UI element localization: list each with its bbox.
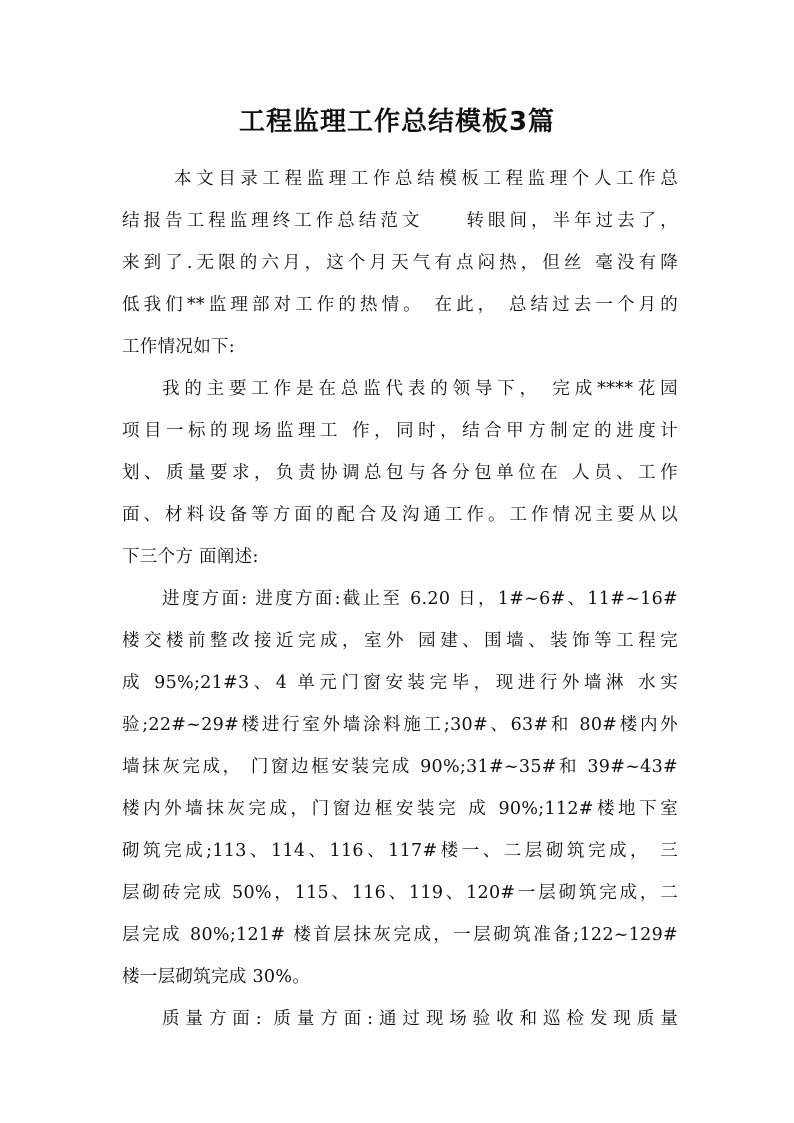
document-body [122, 158, 678, 1040]
text-line: 楼交楼前整改接近完成，室外 园建、围墙、装饰等工程完 [122, 631, 678, 651]
text-line: 楼一层砌筑完成 30%。 [122, 967, 311, 987]
text-line: 本文目录工程监理工作总结模板工程监理个人工作总 [174, 169, 678, 189]
text-line: 面、材料设备等方面的配合及沟通工作。工作情况主要从以 [122, 505, 678, 525]
text-line: 成 95%;21#3、4 单元门窗安装完毕，现进行外墙淋 水实 [122, 673, 678, 693]
paragraph-main-work [122, 368, 678, 578]
text-line: 墙抹灰完成， 门窗边框安装完成 90%;31#~35#和 39#~43# [122, 757, 678, 777]
text-line: 质量方面: 质量方面:通过现场验收和巡检发现质量 [162, 1009, 678, 1029]
paragraph-quality [122, 998, 678, 1040]
text-line: 验;22#~29#楼进行室外墙涂料施工;30#、63#和 80#楼内外 [122, 715, 678, 735]
document-title: 工程监理工作总结模板3篇 [238, 107, 556, 137]
text-line: 结报告工程监理终工作总结范文 转眼间，半年过去了， [122, 211, 678, 231]
text-line: 层砌砖完成 50%，115、116、119、120#一层砌筑完成，二 [122, 883, 678, 903]
text-line: 下三个方 面阐述: [122, 547, 259, 567]
text-line: 工作情况如下: [122, 337, 235, 357]
text-line: 划、质量要求，负责协调总包与各分包单位在 人员、工作 [122, 463, 678, 483]
text-line: 层完成 80%;121# 楼首层抹灰完成，一层砌筑准备;122~129# [122, 925, 678, 945]
text-line: 进度方面: 进度方面:截止至 6.20 日，1#~6#、11#~16# [162, 589, 678, 609]
text-line: 来到了.无限的六月，这个月天气有点闷热，但丝 毫没有降 [122, 253, 678, 273]
paragraph-progress [122, 578, 678, 998]
text-line: 砌筑完成;113、114、116、117#楼一、二层砌筑完成， 三 [122, 841, 678, 861]
paragraph-intro [122, 158, 678, 368]
text-line: 项目一标的现场监理工 作，同时，结合甲方制定的进度计 [122, 421, 678, 441]
text-line: 楼内外墙抹灰完成，门窗边框安装完 成 90%;112#楼地下室 [122, 799, 678, 819]
text-line: 我的主要工作是在总监代表的领导下， 完成****花园 [162, 379, 678, 399]
text-line: 低我们**监理部对工作的热情。 在此， 总结过去一个月的 [122, 295, 678, 315]
